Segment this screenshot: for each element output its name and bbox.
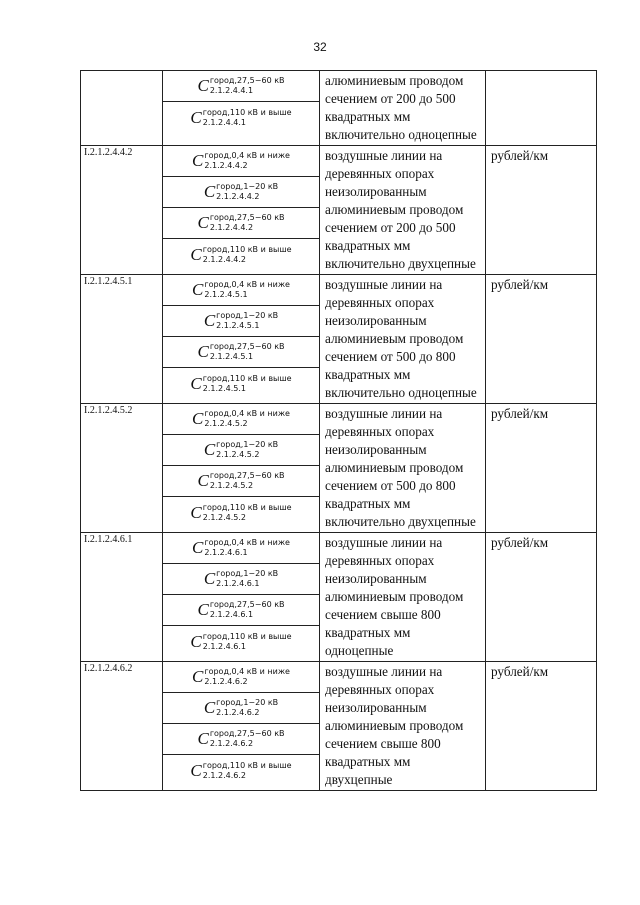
coefficient-superscript: город,27,5−60 кВ (209, 213, 285, 222)
coefficient-indices (204, 667, 290, 687)
coefficient-indices (203, 632, 292, 652)
coefficient-letter: C (192, 667, 204, 686)
coefficient-symbol (197, 213, 284, 233)
coefficient-symbol (192, 409, 290, 429)
coefficient-superscript: город,110 кВ и выше (202, 107, 292, 117)
row-code: I.2.1.2.4.5.2 (81, 404, 163, 533)
coefficient-indices (204, 280, 290, 300)
coefficient-symbol (190, 761, 291, 781)
row-code (81, 71, 163, 146)
coefficient-subscript: 2.1.2.4.6.2 (216, 708, 260, 717)
coefficient-symbol (192, 151, 290, 171)
coefficient-subscript: 2.1.2.4.6.2 (209, 739, 254, 748)
coefficient-cell (163, 368, 319, 399)
coefficient-symbol (204, 311, 278, 331)
coefficient-subscript: 2.1.2.4.5.2 (216, 450, 260, 459)
row-code: I.2.1.2.4.6.1 (81, 533, 163, 662)
coefficient-letter: C (197, 76, 209, 95)
coefficient-cell (163, 337, 319, 368)
coefficient-subscript: 2.1.2.4.5.1 (202, 383, 247, 393)
coefficient-indices (203, 245, 292, 265)
coefficient-symbol (192, 667, 290, 687)
coefficient-subscript: 2.1.2.4.6.2 (202, 770, 247, 780)
coefficient-superscript: город,1−20 кВ (216, 698, 279, 707)
coefficient-letter: C (197, 600, 209, 619)
coefficient-subscript: 2.1.2.4.4.1 (209, 86, 254, 95)
coefficient-cell (163, 102, 319, 133)
coefficient-superscript: город,27,5−60 кВ (209, 471, 285, 480)
table-row (81, 275, 597, 404)
coefficient-letter: C (197, 471, 209, 490)
coefficient-subscript: 2.1.2.4.4.1 (202, 117, 247, 127)
coefficient-subscript: 2.1.2.4.6.1 (216, 579, 260, 588)
coefficient-subscript: 2.1.2.4.5.2 (202, 512, 247, 522)
coefficient-indices (216, 698, 278, 718)
coefficient-indices (210, 729, 285, 749)
coefficient-letter: C (190, 760, 202, 780)
coefficient-symbol (190, 503, 291, 523)
coefficient-symbol (204, 440, 278, 460)
row-unit: рублей/км (486, 275, 597, 404)
coefficient-superscript: город,27,5−60 кВ (209, 600, 285, 609)
coefficient-subscript: 2.1.2.4.5.2 (209, 481, 254, 490)
coefficient-cell (163, 724, 319, 755)
row-unit: рублей/км (486, 146, 597, 275)
coefficient-cell (163, 466, 319, 497)
coefficient-symbol (190, 108, 291, 128)
coefficient-indices (216, 440, 278, 460)
coefficient-subscript: 2.1.2.4.5.1 (216, 321, 260, 330)
coefficient-letter: C (192, 280, 204, 299)
coefficient-letter: C (203, 569, 216, 588)
row-coefficients (163, 662, 320, 791)
coefficient-superscript: город,110 кВ и выше (202, 373, 292, 383)
coefficient-symbol (197, 471, 284, 491)
table-row (81, 404, 597, 533)
coefficient-symbol (197, 729, 284, 749)
coefficient-cell (163, 533, 319, 564)
coefficient-superscript: город,110 кВ и выше (202, 760, 292, 770)
coefficient-cell (163, 208, 319, 239)
coefficient-superscript: город,0,4 кВ и ниже (204, 409, 290, 418)
coefficient-symbol (190, 374, 291, 394)
coefficient-indices (204, 409, 290, 429)
coefficient-letter: C (190, 107, 202, 127)
coefficient-cell (163, 564, 319, 595)
coefficient-indices (204, 151, 290, 171)
coefficient-letter: C (192, 151, 204, 170)
table-row (81, 146, 597, 275)
row-description: воздушные линии на деревянных опорах неизолированным алюминиевым проводом сечением от 500 до 800 квадратных мм включительно одноцепные (320, 275, 486, 404)
coefficient-symbol (197, 342, 284, 362)
coefficient-indices (216, 311, 278, 331)
coefficient-superscript: город,110 кВ и выше (202, 631, 292, 641)
coefficient-indices (210, 213, 285, 233)
row-description: воздушные линии на деревянных опорах неизолированным алюминиевым проводом сечением свыше 800 квадратных мм одноцепные (320, 533, 486, 662)
coefficient-indices (210, 471, 285, 491)
row-description: воздушные линии на деревянных опорах неизолированным алюминиевым проводом сечением свыше 800 квадратных мм двухцепные (320, 662, 486, 791)
row-coefficients (163, 275, 320, 404)
coefficient-subscript: 2.1.2.4.6.1 (202, 641, 247, 651)
row-description: воздушные линии на деревянных опорах неизолированным алюминиевым проводом сечением от 200 до 500 квадратных мм включительно двухцепные (320, 146, 486, 275)
coefficient-indices (210, 76, 285, 96)
coefficient-superscript: город,1−20 кВ (216, 440, 279, 449)
coefficient-indices (203, 374, 292, 394)
coefficient-letter: C (190, 502, 202, 522)
coefficient-letter: C (203, 311, 216, 330)
coefficient-subscript: 2.1.2.4.5.1 (204, 290, 248, 299)
coefficient-symbol (190, 632, 291, 652)
coefficient-superscript: город,27,5−60 кВ (209, 729, 285, 738)
coefficient-symbol (204, 569, 278, 589)
coefficient-cell (163, 497, 319, 528)
table-row (81, 533, 597, 662)
coefficient-indices (210, 600, 285, 620)
coefficient-symbol (192, 280, 290, 300)
coefficient-cell (163, 693, 319, 724)
coefficient-superscript: город,110 кВ и выше (202, 502, 292, 512)
coefficient-subscript: 2.1.2.4.6.2 (204, 677, 248, 686)
coefficient-superscript: город,1−20 кВ (216, 311, 279, 320)
row-coefficients (163, 146, 320, 275)
table-body (81, 71, 597, 791)
table-row (81, 662, 597, 791)
coefficient-superscript: город,0,4 кВ и ниже (204, 667, 290, 676)
coefficient-superscript: город,1−20 кВ (216, 182, 279, 191)
row-coefficients (163, 71, 320, 146)
coefficient-subscript: 2.1.2.4.4.2 (209, 223, 254, 232)
coefficient-cell (163, 177, 319, 208)
coefficient-cell (163, 435, 319, 466)
coefficient-superscript: город,0,4 кВ и ниже (204, 151, 290, 160)
coefficient-symbol (204, 698, 278, 718)
coefficient-indices (216, 569, 278, 589)
coefficient-letter: C (190, 244, 202, 264)
coefficient-cell (163, 404, 319, 435)
row-code: I.2.1.2.4.6.2 (81, 662, 163, 791)
coefficient-indices (203, 503, 292, 523)
coefficient-cell (163, 595, 319, 626)
coefficient-superscript: город,27,5−60 кВ (209, 76, 285, 85)
coefficient-subscript: 2.1.2.4.4.2 (204, 161, 248, 170)
row-unit: рублей/км (486, 662, 597, 791)
coefficient-cell (163, 146, 319, 177)
coefficient-letter: C (203, 698, 216, 717)
coefficient-superscript: город,0,4 кВ и ниже (204, 280, 290, 289)
page-number: 32 (313, 40, 327, 54)
row-description: воздушные линии на деревянных опорах неизолированным алюминиевым проводом сечением от 500 до 800 квадратных мм включительно двухцепные (320, 404, 486, 533)
coefficient-indices (203, 761, 292, 781)
coefficient-indices (210, 342, 285, 362)
coefficient-superscript: город,110 кВ и выше (202, 244, 292, 254)
coefficient-cell (163, 626, 319, 657)
coefficient-cell (163, 71, 319, 102)
row-code: I.2.1.2.4.5.1 (81, 275, 163, 404)
coefficient-superscript: город,0,4 кВ и ниже (204, 538, 290, 547)
coefficient-subscript: 2.1.2.4.5.1 (209, 352, 254, 361)
coefficient-letter: C (190, 631, 202, 651)
tariff-table (80, 70, 597, 791)
coefficient-letter: C (203, 440, 216, 459)
coefficient-letter: C (197, 729, 209, 748)
row-unit: рублей/км (486, 533, 597, 662)
coefficient-subscript: 2.1.2.4.5.2 (204, 419, 248, 428)
coefficient-cell (163, 275, 319, 306)
row-description: алюминиевым проводом сечением от 200 до 500 квадратных мм включительно одноцепные (320, 71, 486, 146)
coefficient-cell (163, 239, 319, 270)
row-coefficients (163, 404, 320, 533)
coefficient-superscript: город,27,5−60 кВ (209, 342, 285, 351)
coefficient-superscript: город,1−20 кВ (216, 569, 279, 578)
coefficient-letter: C (203, 182, 216, 201)
coefficient-letter: C (197, 342, 209, 361)
coefficient-cell (163, 662, 319, 693)
coefficient-subscript: 2.1.2.4.6.1 (204, 548, 248, 557)
row-unit: рублей/км (486, 404, 597, 533)
coefficient-letter: C (197, 213, 209, 232)
row-unit (486, 71, 597, 146)
coefficient-indices (204, 538, 290, 558)
coefficient-symbol (204, 182, 278, 202)
coefficient-symbol (197, 76, 284, 96)
coefficient-symbol (197, 600, 284, 620)
coefficient-symbol (192, 538, 290, 558)
coefficient-subscript: 2.1.2.4.6.1 (209, 610, 254, 619)
coefficient-letter: C (192, 538, 204, 557)
coefficient-cell (163, 755, 319, 786)
coefficient-symbol (190, 245, 291, 265)
row-code: I.2.1.2.4.4.2 (81, 146, 163, 275)
row-coefficients (163, 533, 320, 662)
coefficient-letter: C (192, 409, 204, 428)
coefficient-indices (203, 108, 292, 128)
table-row-continuation (81, 71, 597, 146)
coefficient-subscript: 2.1.2.4.4.2 (202, 254, 247, 264)
coefficient-cell (163, 306, 319, 337)
coefficient-letter: C (190, 373, 202, 393)
coefficient-subscript: 2.1.2.4.4.2 (216, 192, 260, 201)
coefficient-indices (216, 182, 278, 202)
